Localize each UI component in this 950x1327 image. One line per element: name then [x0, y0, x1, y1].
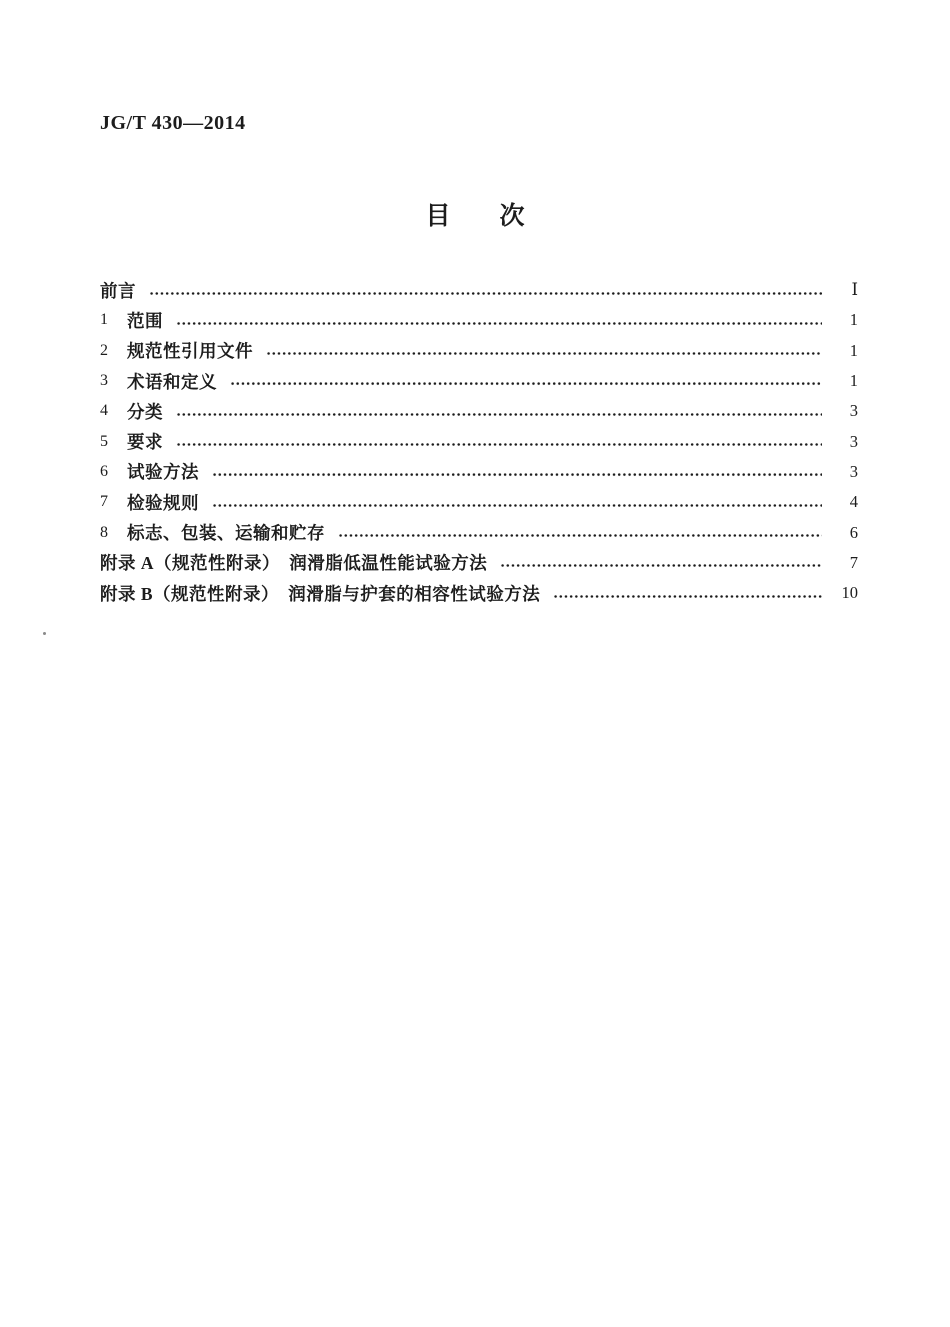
toc-entry-number: 1	[100, 311, 108, 329]
toc-entry-label: 规范性引用文件	[127, 341, 253, 362]
toc-entry-page: 10	[841, 583, 858, 603]
toc-entry	[100, 366, 858, 396]
toc-entry	[100, 305, 858, 335]
toc-entry-number: 3	[100, 372, 108, 390]
toc-leader-dots	[230, 381, 822, 386]
toc-entry-page: 3	[849, 431, 858, 451]
toc-leader-dots	[553, 594, 822, 599]
toc-entry	[100, 517, 858, 547]
toc-entry	[100, 548, 858, 578]
toc-entry-number: 8	[100, 523, 108, 541]
toc-leader-dots	[176, 442, 822, 447]
toc-entry	[100, 487, 858, 517]
toc-entry-page: 4	[849, 492, 858, 512]
toc-entry-label: 标志、包装、运输和贮存	[127, 523, 325, 544]
toc-leader-dots	[212, 472, 822, 477]
toc-entry-number: 7	[100, 493, 108, 511]
toc-entry-page: 3	[849, 461, 858, 481]
toc-entry-page: 1	[849, 371, 858, 391]
toc-entry	[100, 457, 858, 487]
toc-entry-page: 1	[849, 310, 858, 330]
toc-entry	[100, 396, 858, 426]
scan-speck	[43, 632, 46, 635]
toc-leader-dots	[338, 533, 822, 538]
toc-entry-label: 前言	[100, 280, 136, 301]
toc-entry-label: 术语和定义	[127, 371, 217, 392]
toc-entry-page: 1	[849, 340, 858, 360]
toc-entry-label: 检验规则	[127, 492, 199, 513]
toc-entry-page: 6	[849, 522, 858, 542]
toc-leader-dots	[149, 291, 822, 296]
toc-leader-dots	[500, 563, 822, 568]
standard-number: JG/T 430—2014	[100, 112, 246, 134]
page-title: 目 次	[425, 203, 537, 230]
toc-entry-page: Ⅰ	[851, 280, 858, 300]
toc-entry-label: 附录 B（规范性附录） 润滑脂与护套的相容性试验方法	[100, 583, 541, 604]
toc-entry-page: 3	[849, 401, 858, 421]
toc-leader-dots	[176, 412, 822, 417]
toc-entry-page: 7	[849, 552, 858, 572]
toc-leader-dots	[176, 321, 822, 326]
toc-entry-number: 2	[100, 341, 108, 359]
toc-entry	[100, 578, 858, 608]
toc-entry	[100, 426, 858, 456]
toc-entry-label: 要求	[127, 432, 163, 453]
toc-entry-label: 试验方法	[127, 462, 199, 483]
toc-entry-number: 4	[100, 402, 108, 420]
toc-entry-number: 6	[100, 462, 108, 480]
toc-entry-label: 分类	[127, 401, 163, 422]
toc-leader-dots	[212, 503, 822, 508]
toc-entry-label: 附录 A（规范性附录） 润滑脂低温性能试验方法	[100, 553, 488, 574]
toc-entry-number: 5	[100, 432, 108, 450]
toc-list	[100, 275, 858, 608]
toc-entry	[100, 275, 858, 305]
toc-entry	[100, 336, 858, 366]
toc-leader-dots	[266, 351, 822, 356]
toc-entry-label: 范围	[127, 310, 163, 331]
